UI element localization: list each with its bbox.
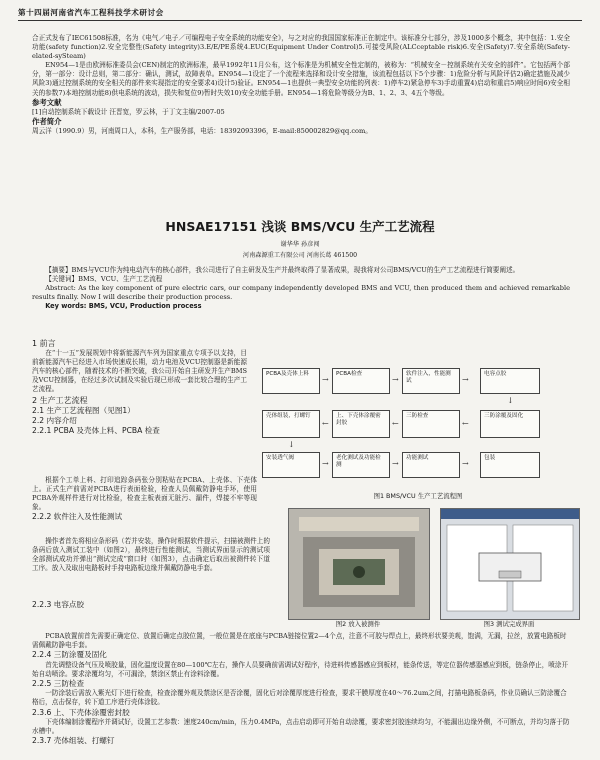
keywords-cn: 【关键词】BMS、VCU、生产工艺流程 — [45, 275, 163, 284]
section-2-2-1-text: 根据个工单上料、打印追踪条码张分别粘贴在PCBA、上壳体、下壳体上。正式生产前需对PCBA进行表面检验，检查人员佩戴防静电手环，使用PCBA外观样件进行对比检验，检查主板表面无脏污、漏件，焊接不牢等现象。 — [32, 476, 257, 512]
flow-step-11: 功能测试 — [402, 452, 460, 478]
section-2-2-3-title: 2.2.3 电容点胶 — [32, 600, 85, 609]
author-intro-heading: 作者简介 — [32, 116, 62, 126]
article-title: HNSAE17151 浅谈 BMS/VCU 生产工艺流程 — [165, 219, 435, 234]
section-2-2-title: 2.2 内容介绍 — [32, 416, 77, 425]
conference-header: 第十四届河南省汽车工程科技学术研讨会 — [18, 8, 164, 17]
abstract-block — [32, 266, 570, 311]
prev-paragraph-2: EN954—1是由欧洲标准委员会(CEN)制定的欧洲标准，最早1992年11月公布，这个标准是为机械安全性定制的，被称为：“机械安全－控制系统有关安全的部件”。它包括两个部分，第一部分：设计总则，第二部分：确认，测试，故障表单。EN954—1设定了一个流程来选择和设计安全措施，该流程包括以下5个步骤：1)危险分析与风险评估2)确定措施及减少风险3)通过控制系统的安全相关的部件来实现指定的安全要求4)设计5)验证。EN954—1也提供一典型安全功能的列表：1)停车2)紧急停车3)手动重置4)启动和重启5)响应时间6)安全相关的参数7)本地控制功能8)供电系统的波动，损失和复位9)暂时失效10)安全功能手册。EN954—1将危险等级分为B、1、2、3、4五个等级。 — [32, 61, 570, 97]
section-2-2-5-text: 一防涂装后需放入紫光灯下进行检查，检查涂覆外观及禁涂区是否涂覆，固化后对涂覆厚度进行检查，要求干膜厚度在40～76.2um之间，打描电路板条码，作业员确认三防涂覆合格后，点击保存，转下道工序进行壳体涂胶。 — [32, 689, 567, 707]
section-1-title: 1 前言 — [32, 339, 56, 348]
section-2-2-1-title: 2.2.1 PCBA 及壳体上料、PCBA 检查 — [32, 426, 160, 436]
section-2-2-1-body — [32, 476, 257, 523]
arrow-right-icon: → — [392, 459, 399, 468]
flow-step-5: 壳体组装，打螺钉 — [262, 410, 320, 438]
section-1-text: 在“十一五”发展规划中将新能源汽车列为国家重点专项予以支持，目前新能源汽车已经进入市场快速成长期，动力电池及VCU控制器是新能源汽车的核心部件，随着技术的不断突破，我公司开始自主研发并生产BMS及VCU控制器，在经过多次试制及实验后现已形成一套比较合理的生产工艺流程。 — [32, 349, 247, 394]
flow-step-4: 电容点胶 — [480, 368, 540, 394]
figure-3-caption: 图3 测试完成界面 — [483, 620, 535, 628]
figure-2-photo — [288, 508, 430, 620]
section-2-2-2-title: 2.2.2 软件注入及性能测试 — [32, 512, 123, 522]
arrow-left-icon: ← — [462, 419, 469, 428]
section-2-3-6-title: 2.3.6 上、下壳体涂覆密封胶 — [32, 707, 130, 717]
flow-step-12: 包装 — [480, 452, 540, 478]
figure-2-caption: 图2 放入被测件 — [335, 620, 381, 628]
flow-step-1: PCBA及壳体上料 — [262, 368, 320, 394]
arrow-left-icon: ← — [322, 419, 329, 428]
left-column — [32, 338, 247, 437]
abstract-cn: 【摘要】BMS与VCU作为纯电动汽车的核心部件，我公司进行了自主研发及生产并最终取得了显著成果，现我将对公司BMS/VCU的生产工艺流程进行简要阐述。 — [45, 266, 520, 274]
flow-step-7: 三防检查 — [402, 410, 460, 438]
flow-step-2: PCBA检查 — [332, 368, 390, 394]
section-2-1-title: 2.1 生产工艺流程图（见图1） — [32, 405, 135, 415]
arrow-right-icon: → — [462, 459, 469, 468]
figure-3-screen — [440, 508, 580, 620]
page-header — [18, 8, 582, 21]
arrow-down-icon: ↓ — [288, 440, 295, 449]
section-2-2-4-text: 首先调整设备气压及喷胶量，固化温度设置在80—100℃左右，操作人员要确前需调试好程序，待进料传感器感应到板材，能条传送，等定位器传感器感应到板，链条停止，喷涂开始自动喷涂。要求涂覆均匀，不可漏涂，禁涂区禁止有涂料涂覆。 — [32, 660, 569, 678]
arrow-right-icon: → — [322, 459, 329, 468]
flow-step-10: 老化测试及功能检测 — [332, 452, 390, 478]
flow-step-6: 上、下壳体涂覆密封胶 — [332, 410, 390, 438]
arrow-down-icon: ↓ — [507, 396, 514, 405]
lower-body — [32, 632, 570, 747]
section-2-2-3-text: PCBA放置前首先需要正确定位、放置后确定点胶位置，一般位置是在底座与PCBA链接位置2—4个点，注意不可胶与焊点上，最终形状要美观，饱满，无漏，拉丝，放置电路板时需佩戴防静电手套。 — [32, 632, 567, 650]
section-2-3-6-text: 下壳体编制涂覆程序并调试好，设置工艺参数：速度240cm/min，压力0.4MPa，点击启动即可开始自动涂覆，要求密封胶连续均匀，不能漏出边缘外侧，不可断点，并均匀落于防水槽中。 — [32, 717, 570, 736]
arrow-left-icon: ← — [392, 419, 399, 428]
flow-step-8: 三防涂覆及固化 — [480, 410, 540, 438]
flow-step-9: 安装透气阀 — [262, 452, 320, 478]
section-2-2-2-body — [32, 537, 270, 573]
section-2-3-7-title: 2.3.7 壳体组装、打螺钉 — [32, 736, 115, 746]
arrow-right-icon: → — [392, 375, 399, 384]
figure-1-caption: 图1 BMS/VCU 生产工艺流程图 — [373, 492, 463, 500]
section-2-2-5-title: 2.2.5 三防检查 — [32, 678, 85, 688]
section-2-2-2-text: 操作者首先将相应条形码（若并安装，操作时根据软件提示，扫描被测件上的条码后放入测试工装中（如图2），最终进行性能测试，当测试界面显示的测试项全部测试成功并弹出“测试完成”窗口时（如图3），点击确定后取出被测件转下道工序。放入及取出电路板时手持电路板边缘并佩戴防静电手套。 — [32, 537, 270, 573]
figure-1-flowchart — [262, 366, 574, 490]
keywords-en: Key words: BMS, VCU, Production process — [45, 302, 202, 311]
previous-article-tail — [32, 34, 570, 136]
arrow-right-icon: → — [462, 375, 469, 384]
section-2-2-3-heading — [32, 600, 272, 610]
article-authors: 谢华华 孙彦闯 — [280, 241, 320, 248]
arrow-right-icon: → — [322, 375, 329, 384]
author-intro: 周云洋（1990.9）男，河南周口人，本科，生产服务部，电话：18392093396，E-mail:850002829@qq.com。 — [32, 127, 372, 136]
section-2-2-4-title: 2.2.4 三防涂覆及固化 — [32, 650, 107, 660]
reference-1: [1]自动控制系统下载设计 汪晋宽，罗云林，于丁文主编/2007-05 — [32, 107, 225, 116]
prev-paragraph-1: 合正式发布了IEC61508标准，名为《电气／电子／可编程电子安全系统的功能安全》，与之对应的我国国家标准正在制定中。该标准分七部分，涉及1000多个概念，其中包括：1.安全功能(safety function)2.安全完整性(Safety integrity)3.E/E/PE系统4.EUC(Equipment Under Control)5.可接受风险(ALCceptable risk)6.安全(Safety)7.安全系统(Safety-elated-sySteam) — [32, 34, 570, 61]
section-2-title: 2 生产工艺流程 — [32, 395, 88, 405]
article-affiliation: 河南森源重工有限公司 河南长葛 461500 — [242, 252, 358, 259]
flow-step-3: 软件注入，性能测试 — [402, 368, 460, 394]
abstract-en: Abstract: As the key component of pure electric cars, our company independently developed BMS and VCU, then produced them and achieved remarkable results finally. Now I will describe their production process. — [32, 284, 570, 302]
references-heading: 参考文献 — [32, 97, 62, 107]
